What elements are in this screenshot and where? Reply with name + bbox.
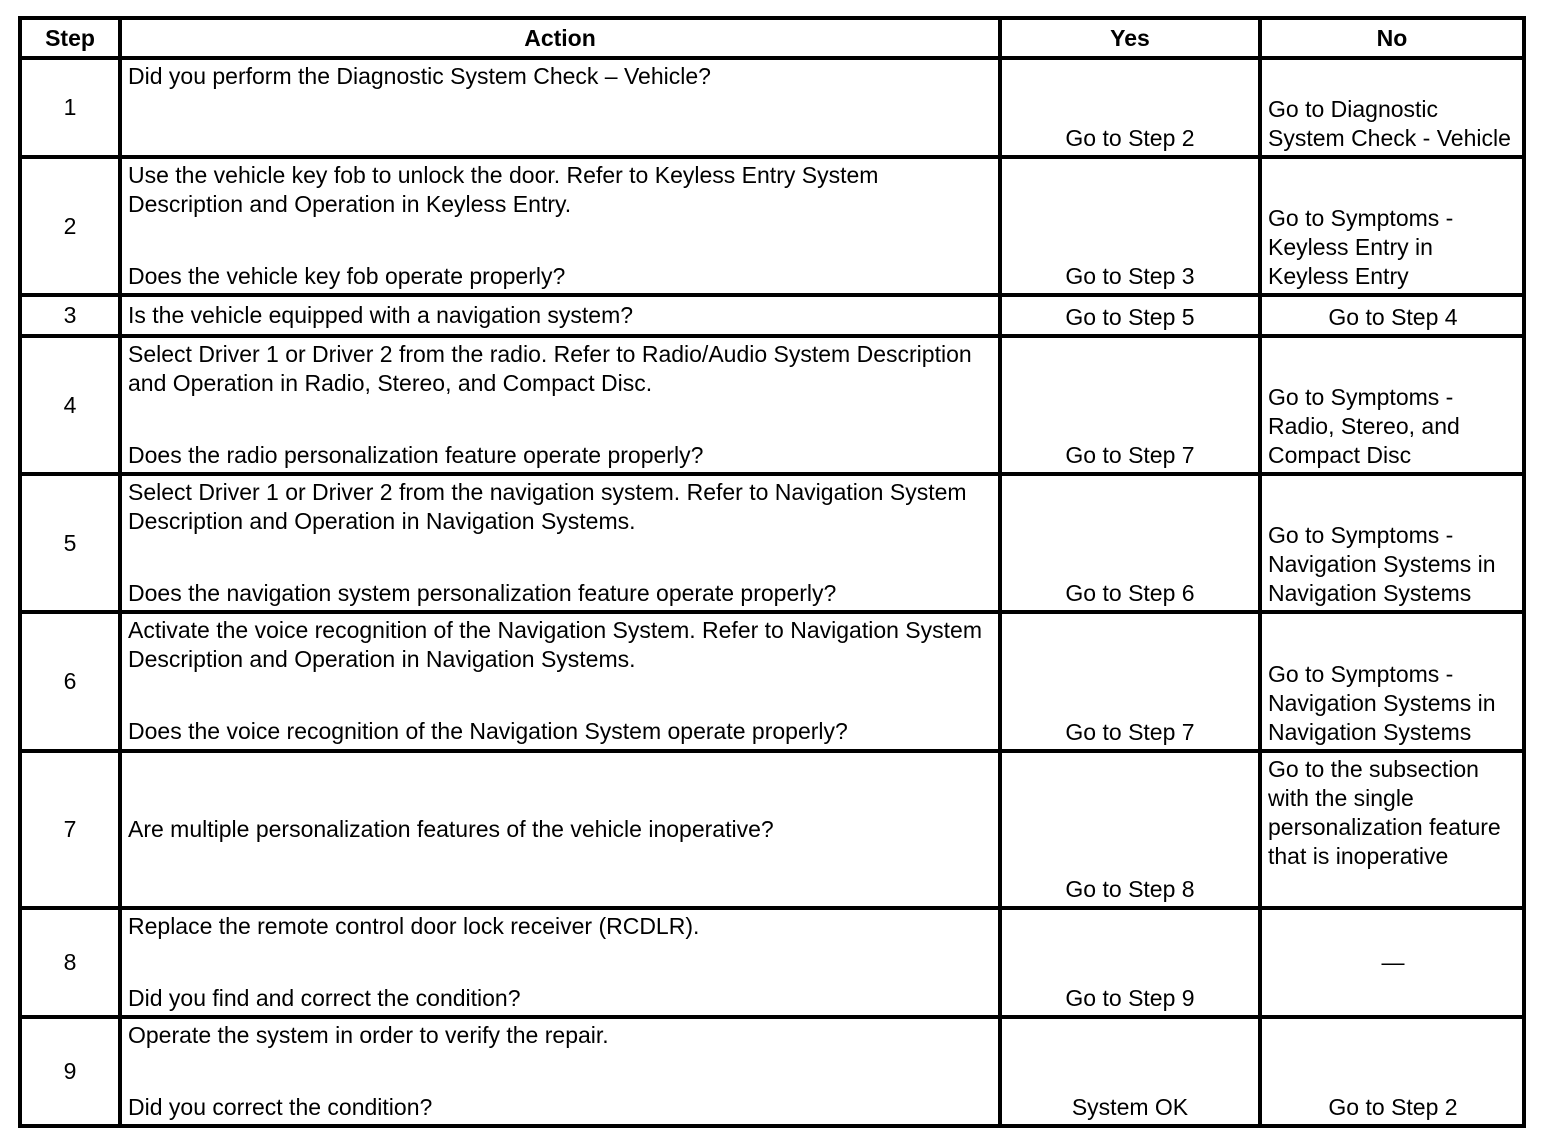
table-row bbox=[20, 157, 1524, 295]
action-question: Did you find and correct the condition? bbox=[128, 984, 521, 1011]
table-row bbox=[20, 612, 1524, 750]
action-cell bbox=[120, 612, 1000, 750]
step-number: 8 bbox=[20, 908, 120, 1017]
step-number: 5 bbox=[20, 474, 120, 612]
no-result: Go to Symptoms - Radio, Stereo, and Compact Disc bbox=[1260, 336, 1524, 474]
action-cell bbox=[120, 295, 1000, 336]
table-row bbox=[20, 908, 1524, 1017]
table-header-row bbox=[20, 18, 1524, 58]
header-step: Step bbox=[20, 18, 120, 58]
yes-result: System OK bbox=[1000, 1017, 1260, 1126]
step-number: 4 bbox=[20, 336, 120, 474]
action-question: Does the navigation system personalization feature operate properly? bbox=[128, 580, 837, 607]
action-instruction: Activate the voice recognition of the Navigation System. Refer to Navigation System Description and Operation in Navigation Systems. bbox=[128, 617, 982, 673]
action-question: Did you correct the condition? bbox=[128, 1093, 433, 1120]
action-cell bbox=[120, 336, 1000, 474]
table-row bbox=[20, 58, 1524, 157]
yes-result: Go to Step 9 bbox=[1000, 908, 1260, 1017]
table-row bbox=[20, 474, 1524, 612]
action-question: Does the voice recognition of the Navigation System operate properly? bbox=[128, 718, 848, 745]
yes-result: Go to Step 5 bbox=[1000, 295, 1260, 336]
action-cell bbox=[120, 1017, 1000, 1126]
no-result: Go to Step 4 bbox=[1260, 295, 1524, 336]
table-row bbox=[20, 295, 1524, 336]
action-question: Does the vehicle key fob operate properly? bbox=[128, 263, 566, 290]
action-cell bbox=[120, 751, 1000, 908]
step-number: 7 bbox=[20, 751, 120, 908]
action-cell bbox=[120, 157, 1000, 295]
yes-result: Go to Step 7 bbox=[1000, 336, 1260, 474]
table-row bbox=[20, 1017, 1524, 1126]
yes-result: Go to Step 2 bbox=[1000, 58, 1260, 157]
action-cell bbox=[120, 908, 1000, 1017]
step-number: 6 bbox=[20, 612, 120, 750]
step-number: 9 bbox=[20, 1017, 120, 1126]
diagnostic-table bbox=[18, 16, 1526, 1128]
action-question: Does the radio personalization feature operate properly? bbox=[128, 442, 704, 469]
no-result: Go to Symptoms - Navigation Systems in Navigation Systems bbox=[1260, 474, 1524, 612]
no-result: Go to Diagnostic System Check - Vehicle bbox=[1260, 58, 1524, 157]
no-result: Go to the subsection with the single personalization feature that is inoperative bbox=[1260, 751, 1524, 908]
no-result: — bbox=[1260, 908, 1524, 1017]
table-row bbox=[20, 751, 1524, 908]
no-result: Go to Step 2 bbox=[1260, 1017, 1524, 1126]
action-instruction: Replace the remote control door lock receiver (RCDLR). bbox=[128, 912, 700, 939]
step-number: 1 bbox=[20, 58, 120, 157]
step-number: 3 bbox=[20, 295, 120, 336]
yes-result: Go to Step 8 bbox=[1000, 751, 1260, 908]
header-no: No bbox=[1260, 18, 1524, 58]
no-result: Go to Symptoms - Navigation Systems in Navigation Systems bbox=[1260, 612, 1524, 750]
no-result: Go to Symptoms - Keyless Entry in Keyless Entry bbox=[1260, 157, 1524, 295]
step-number: 2 bbox=[20, 157, 120, 295]
action-cell bbox=[120, 474, 1000, 612]
action-instruction: Operate the system in order to verify the repair. bbox=[128, 1021, 609, 1048]
action-instruction: Is the vehicle equipped with a navigation system? bbox=[128, 302, 634, 329]
header-yes: Yes bbox=[1000, 18, 1260, 58]
action-instruction: Select Driver 1 or Driver 2 from the radio. Refer to Radio/Audio System Description and Operation in Radio, Stereo, and Compact Disc. bbox=[128, 341, 972, 397]
action-instruction: Use the vehicle key fob to unlock the door. Refer to Keyless Entry System Description and Operation in Keyless Entry. bbox=[128, 162, 879, 218]
action-instruction: Are multiple personalization features of the vehicle inoperative? bbox=[128, 815, 774, 842]
action-instruction: Did you perform the Diagnostic System Check – Vehicle? bbox=[128, 63, 711, 90]
header-action: Action bbox=[120, 18, 1000, 58]
action-cell bbox=[120, 58, 1000, 157]
table-row bbox=[20, 336, 1524, 474]
yes-result: Go to Step 6 bbox=[1000, 474, 1260, 612]
yes-result: Go to Step 3 bbox=[1000, 157, 1260, 295]
yes-result: Go to Step 7 bbox=[1000, 612, 1260, 750]
action-instruction: Select Driver 1 or Driver 2 from the navigation system. Refer to Navigation System Description and Operation in Navigation Systems. bbox=[128, 479, 967, 535]
